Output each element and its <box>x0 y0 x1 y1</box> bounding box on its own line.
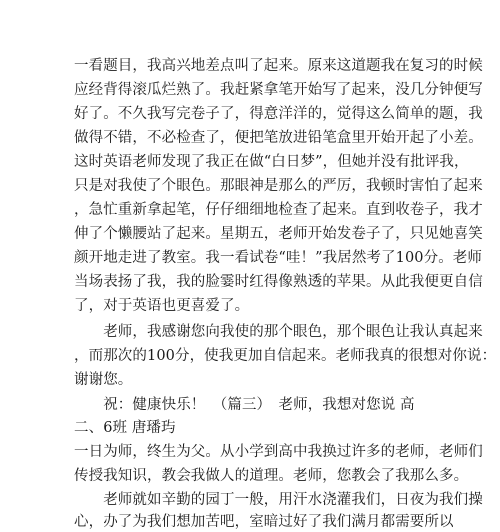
text-line: 颜开地走进了教室。我一看试卷“哇！”我居然考了100分。老师 <box>74 250 482 266</box>
text-line: 好了。不久我写完卷子了，得意洋洋的，觉得这么简单的题，我 <box>74 106 483 122</box>
text-line: ，而那次的100分，使我更加自信起来。老师我真的很想对你说： <box>74 348 497 364</box>
text-line: 谢谢您。 <box>74 372 133 388</box>
text-line: 老师就如辛勤的园丁一般，用汗水浇灌我们，日夜为我们操 <box>74 492 483 508</box>
text-line: 了，对于英语也更喜爱了。 <box>74 298 250 314</box>
text-line: 一看题目，我高兴地差点叫了起来。原来这道题我在复习的时候 <box>74 58 483 74</box>
text-line: 一日为师，终生为父。从小学到高中我换过许多的老师，老师们 <box>74 444 483 460</box>
text-line: 做得不错，不必检查了，便把笔放进铅笔盒里开始开起了小差。 <box>74 130 483 146</box>
text-line: 老师，我感谢您向我使的那个眼色，那个眼色让我认真起来 <box>74 324 483 340</box>
text-line: 只是对我使了个眼色。那眼神是那么的严厉，我顿时害怕了起来 <box>74 178 483 194</box>
text-line: 这时英语老师发现了我正在做“白日梦”，但她并没有批评我， <box>74 154 469 170</box>
text-line: ，急忙重新拿起笔，仔仔细细地检查了起来。直到收卷子，我才 <box>74 202 483 218</box>
text-line: 传授我知识，教会我做人的道理。老师，您教会了我那么多。 <box>74 468 469 484</box>
text-line: 伸了个懒腰站了起来。星期五，老师开始发卷子了，只见她喜笑 <box>74 226 483 242</box>
text-line: 祝：健康快乐！ （篇三） 老师，我想对您说 高 <box>74 397 415 413</box>
text-line: 心，办了为我们想加苦吧，室暗过好了我们满月都需要所以 <box>74 514 454 530</box>
text-line: 当场表扬了我，我的脸霎时红得像熟透的苹果。从此我便更自信 <box>74 274 483 290</box>
text-line: 应经背得滚瓜烂熟了。我赶紧拿笔开始写了起来，没几分钟便写 <box>74 82 483 98</box>
text-line: 二、6班 唐璠玙 <box>74 420 176 436</box>
